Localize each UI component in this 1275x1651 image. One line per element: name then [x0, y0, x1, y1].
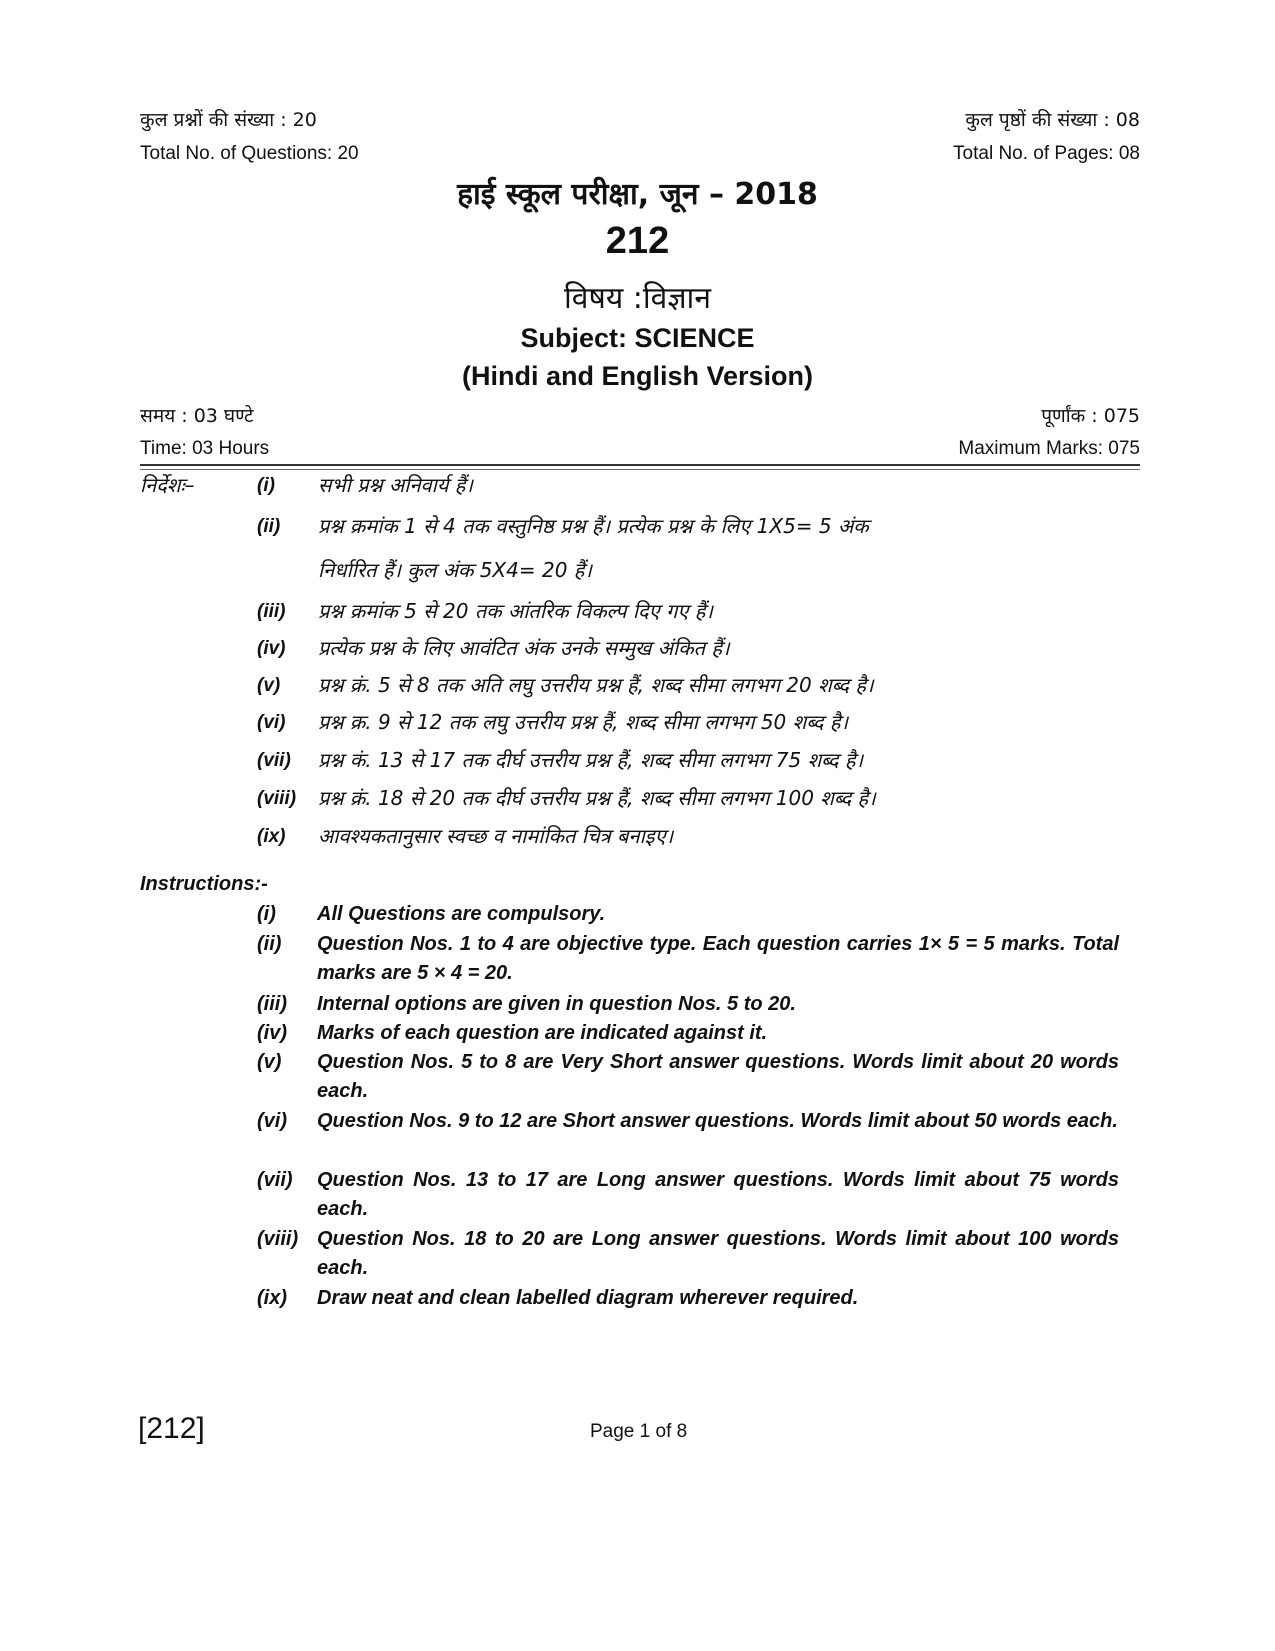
item-number: (iii)	[257, 993, 287, 1015]
total-questions-hindi: कुल प्रश्नों की संख्या : 20	[140, 109, 317, 131]
item-text: Question Nos. 5 to 8 are Very Short answer questions. Words limit about 20 words each.	[317, 1051, 1119, 1102]
item-number: (iii)	[257, 601, 286, 622]
item-number: (viii)	[257, 788, 297, 809]
item-number: (ii)	[257, 516, 281, 537]
item-number: (i)	[257, 475, 275, 496]
item-text: प्रश्न क्र. 9 से 12 तक लघु उत्तरीय प्रश्न हैं, शब्द सीमा लगभग 50 शब्द है।	[318, 710, 849, 734]
item-text: Internal options are given in question Nos. 5 to 20.	[317, 993, 796, 1015]
total-questions-english: Total No. of Questions: 20	[140, 143, 359, 164]
max-marks-english: Maximum Marks: 075	[958, 438, 1140, 459]
item-number: (iv)	[257, 638, 286, 659]
footer-paper-code: [212]	[138, 1412, 205, 1445]
time-hindi: समय : 03 घण्टे	[140, 405, 254, 427]
item-text: All Questions are compulsory.	[317, 903, 606, 925]
page-number: Page 1 of 8	[590, 1421, 688, 1442]
item-number: (viii)	[257, 1228, 299, 1250]
item-number: (ix)	[257, 1287, 287, 1309]
time-english: Time: 03 Hours	[140, 438, 270, 459]
item-number: (v)	[257, 1051, 282, 1073]
item-number: (i)	[257, 903, 276, 925]
item-text: Question Nos. 13 to 17 are Long answer questions. Words limit about 75 words each.	[317, 1169, 1119, 1220]
item-text: Question Nos. 18 to 20 are Long answer questions. Words limit about 100 words each.	[317, 1228, 1119, 1279]
hindi-instructions-label: निर्देशः–	[140, 473, 195, 497]
total-pages-hindi: कुल पृष्ठों की संख्या : 08	[965, 109, 1140, 131]
item-number: (ix)	[257, 826, 286, 847]
item-number: (vi)	[257, 1110, 287, 1132]
item-number: (vii)	[257, 1169, 293, 1191]
item-number: (ii)	[257, 933, 282, 955]
exam-title: हाई स्कूल परीक्षा, जून – 2018	[457, 177, 818, 212]
subject-hindi: विषय :विज्ञान	[564, 281, 711, 316]
total-pages-english: Total No. of Pages: 08	[953, 143, 1140, 164]
item-number: (vi)	[257, 712, 286, 733]
item-number: (vii)	[257, 750, 291, 771]
max-marks-hindi: पूर्णांक : 075	[1041, 405, 1140, 427]
paper-code: 212	[605, 220, 670, 262]
item-text: प्रश्न क्रं. 5 से 8 तक अति लघु उत्तरीय प्रश्न हैं, शब्द सीमा लगभग 20 शब्द है।	[318, 673, 874, 697]
item-text: प्रत्येक प्रश्न के लिए आवंटित अंक उनके सम्मुख अंकित हैं।	[318, 636, 730, 660]
english-instructions-label: Instructions:-	[140, 873, 268, 895]
header-divider-thin	[140, 469, 1140, 470]
subject-english: Subject: SCIENCE	[520, 323, 755, 353]
item-text: Question Nos. 1 to 4 are objective type. Each question carries 1× 5 = 5 marks. Total marks are 5 × 4 = 20.	[317, 933, 1119, 984]
item-text: Draw neat and clean labelled diagram wherever required.	[317, 1287, 859, 1309]
item-text: सभी प्रश्न अनिवार्य हैं।	[318, 473, 474, 497]
item-text: प्रश्न क्रमांक 1 से 4 तक वस्तुनिष्ठ प्रश्न हैं। प्रत्येक प्रश्न के लिए 1X5= 5 अंक	[318, 514, 869, 538]
item-text: प्रश्न क्रमांक 5 से 20 तक आंतरिक विकल्प दिए गए हैं।	[318, 599, 713, 623]
item-text: निर्धारित हैं। कुल अंक 5X4= 20 हैं।	[318, 558, 592, 582]
item-number: (iv)	[257, 1022, 287, 1044]
version-note: (Hindi and English Version)	[461, 361, 814, 391]
item-text: Question Nos. 9 to 12 are Short answer questions. Words limit about 50 words each.	[317, 1110, 1118, 1132]
item-text: प्रश्न कं. 13 से 17 तक दीर्घ उत्तरीय प्रश्न हैं, शब्द सीमा लगभग 75 शब्द है।	[318, 748, 864, 772]
item-number: (v)	[257, 675, 281, 696]
item-text: Marks of each question are indicated against it.	[317, 1022, 768, 1044]
header-divider	[140, 464, 1140, 466]
item-text: प्रश्न क्रं. 18 से 20 तक दीर्घ उत्तरीय प्रश्न हैं, शब्द सीमा लगभग 100 शब्द है।	[318, 786, 876, 810]
item-text: आवश्यकतानुसार स्वच्छ व नामांकित चित्र बनाइए।	[318, 824, 674, 848]
